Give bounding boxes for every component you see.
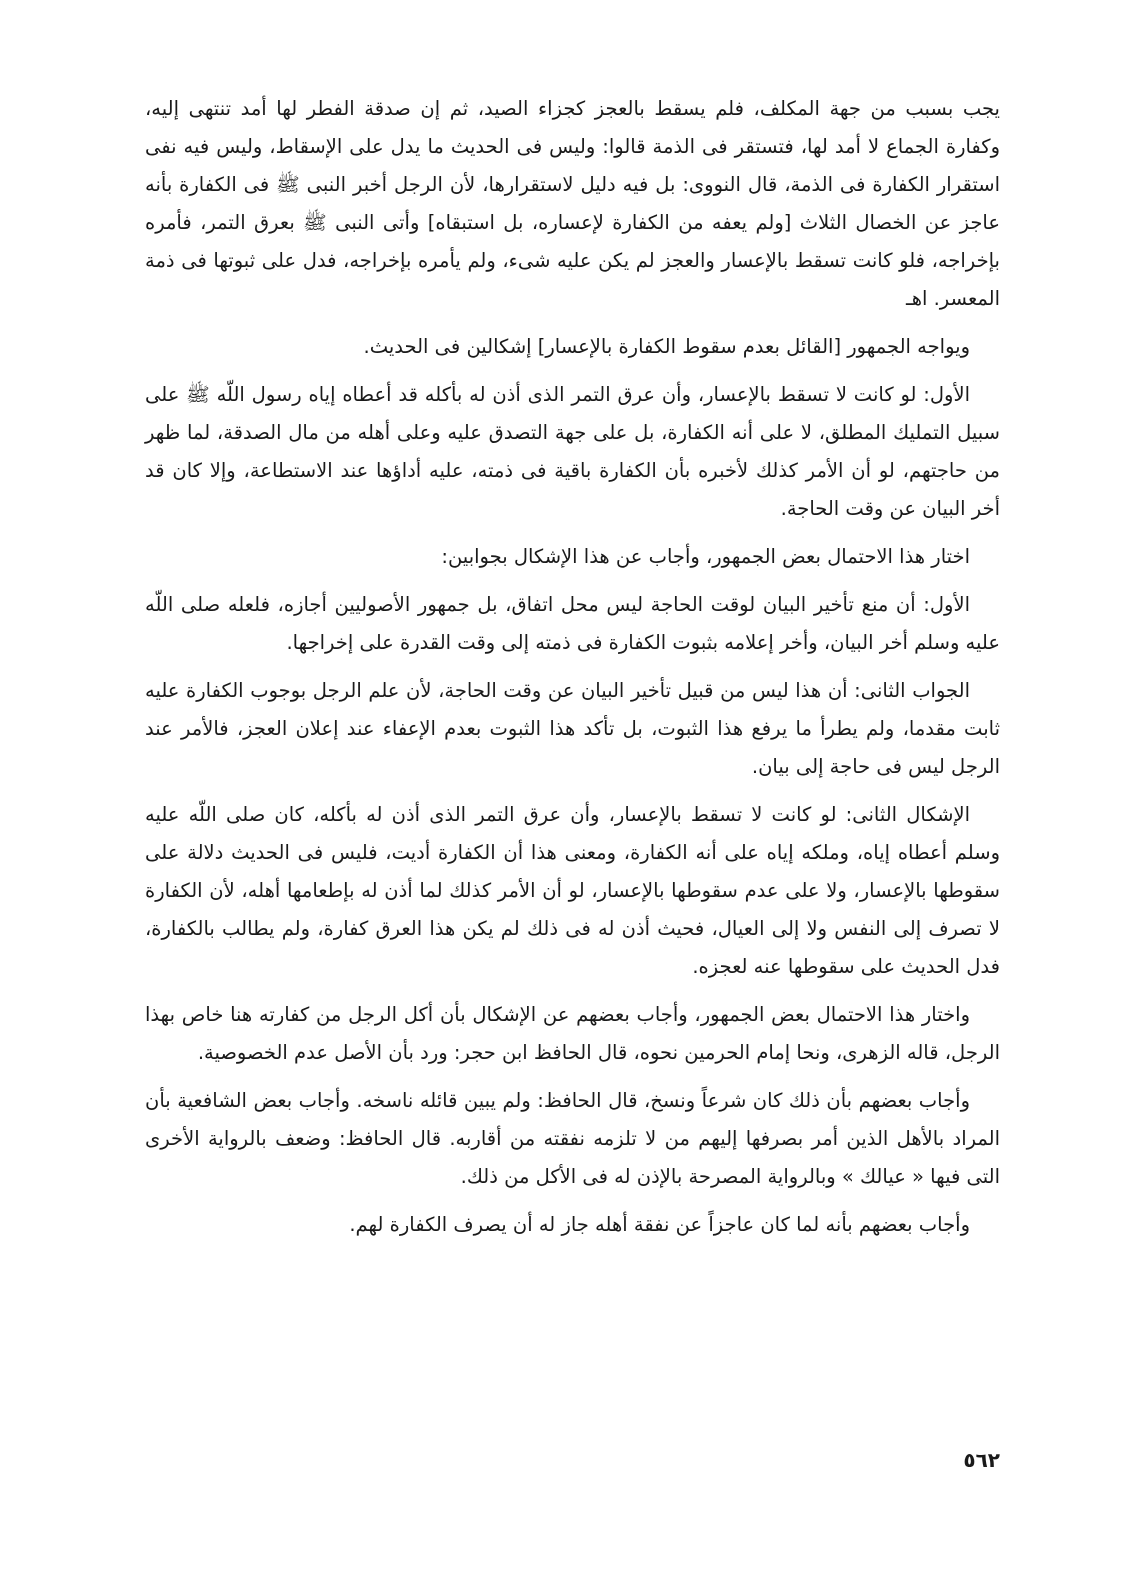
page-number: ٥٦٢ — [963, 1448, 1000, 1472]
paragraph-2: ويواجه الجمهور [القائل بعدم سقوط الكفارة بالإعسار] إشكالين فى الحديث. — [363, 335, 970, 358]
paragraph-3: الأول: لو كانت لا تسقط بالإعسار، وأن عرق التمر الذى أذن له بأكله قد أعطاه إياه رسول اللّه ﷺ على سبيل التمليك المطلق، لا على أنه الكفارة، بل على جهة التصدق عليه وعلى أهله من مال الصدقة، لما ظهر من حاجتهم، لو أن الأمر كذلك لأخبره بأن الكفارة باقية فى ذمته، عليه أداؤها عند الاستطاعة، وإلا كان قد أخر البيان عن وقت الحاجة. — [145, 383, 1000, 520]
paragraph-4: اختار هذا الاحتمال بعض الجمهور، وأجاب عن هذا الإشكال بجوابين: — [441, 545, 970, 568]
paragraph-7: الإشكال الثانى: لو كانت لا تسقط بالإعسار، وأن عرق التمر الذى أذن له بأكله، كان صلى اللّه عليه وسلم أعطاه إياه، وملكه إياه على أنه الكفارة، ومعنى هذا أن الكفارة أديت، فليس فى الحديث دلالة على سقوطها بالإعسار، ولا على عدم سقوطها بالإعسار، لو أن الأمر كذلك لما أذن له بإطعامها أهله، لأن الكفارة لا تصرف إلى النفس ولا إلى العيال، فحيث أذن له فى ذلك لم يكن هذا العرق كفارة، ولم يطالب بالكفارة، فدل الحديث على سقوطها عنه لعجزه. — [145, 803, 1000, 978]
paragraph-1: يجب بسبب من جهة المكلف، فلم يسقط بالعجز كجزاء الصيد، ثم إن صدقة الفطر لها أمد تنتهى إليه، وكفارة الجماع لا أمد لها، فتستقر فى الذمة قالوا: وليس فى الحديث ما يدل على الإسقاط، وليس فيه نفى استقرار الكفارة فى الذمة، قال النووى: بل فيه دليل لاستقرارها، لأن الرجل أخبر النبى ﷺ فى الكفارة بأنه عاجز عن الخصال الثلاث [ولم يعفه من الكفارة لإعساره، بل استبقاه] وأتى النبى ﷺ بعرق التمر، فأمره بإخراجه، فلو كانت تسقط بالإعسار والعجز لم يكن عليه شىء، ولم يأمره بإخراجه، فدل على ثبوتها فى ذمة المعسر. اهـ — [145, 97, 1000, 310]
paragraph-10: وأجاب بعضهم بأنه لما كان عاجزاً عن نفقة أهله جاز له أن يصرف الكفارة لهم. — [349, 1213, 970, 1236]
body-text — [145, 90, 1000, 1254]
paragraph-5: الأول: أن منع تأخير البيان لوقت الحاجة ليس محل اتفاق، بل جمهور الأصوليين أجازه، فلعله صلى اللّه عليه وسلم أخر البيان، وأخر إعلامه بثبوت الكفارة فى ذمته إلى وقت القدرة على إخراجها. — [145, 593, 1000, 654]
paragraph-6: الجواب الثانى: أن هذا ليس من قبيل تأخير البيان عن وقت الحاجة، لأن علم الرجل بوجوب الكفارة عليه ثابت مقدما، ولم يطرأ ما يرفع هذا الثبوت، بل تأكد هذا الثبوت بعدم الإعفاء عند إعلان العجز، فالأمر عند الرجل ليس فى حاجة إلى بيان. — [145, 679, 1000, 778]
paragraph-9: وأجاب بعضهم بأن ذلك كان شرعاً ونسخ، قال الحافظ: ولم يبين قائله ناسخه. وأجاب بعض الشافعية بأن المراد بالأهل الذين أمر بصرفها إليهم من لا تلزمه نفقته من أقاربه. قال الحافظ: وضعف بالرواية الأخرى التى فيها « عيالك » وبالرواية المصرحة بالإذن له فى الأكل من ذلك. — [145, 1089, 1000, 1188]
paragraph-8: واختار هذا الاحتمال بعض الجمهور، وأجاب بعضهم عن الإشكال بأن أكل الرجل من كفارته هنا خاص بهذا الرجل، قاله الزهرى، ونحا إمام الحرمين نحوه، قال الحافظ ابن حجر: ورد بأن الأصل عدم الخصوصية. — [145, 1003, 1000, 1064]
